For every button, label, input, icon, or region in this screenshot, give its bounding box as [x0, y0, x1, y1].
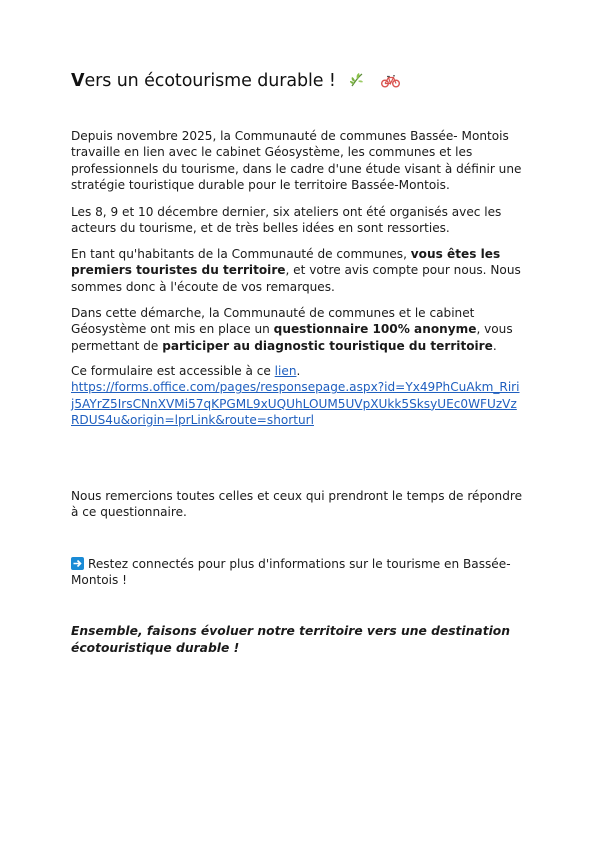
- form-link-paragraph: [71, 363, 525, 428]
- form-link[interactable]: lien: [274, 364, 297, 378]
- emphasis-text: premiers touristes du territoire: [71, 263, 286, 278]
- text-run: Géosystème ont mis en place un: [71, 322, 274, 337]
- emphasis-text: participer au diagnostic touristique du territoire: [162, 338, 493, 353]
- text-line: professionnels du tourisme, dans le cadre d'une étude visant à définir une: [71, 161, 522, 176]
- title-first-letter: V: [71, 71, 85, 91]
- form-url-line[interactable]: RDUS4u&origin=lprLink&route=shorturl: [71, 412, 314, 427]
- text-line: Depuis novembre 2025, la Communauté de communes Bassée- Montois: [71, 129, 509, 143]
- text-line: écotouristique durable !: [71, 641, 240, 656]
- stay-connected-paragraph: [71, 556, 525, 589]
- right-arrow-icon: [71, 557, 84, 570]
- text-run: .: [492, 338, 497, 353]
- text-line: acteurs du tourisme, et de très belles idées en sont ressorties.: [71, 221, 450, 236]
- emphasis-text: vous êtes les: [410, 247, 501, 261]
- text-run: , vous: [476, 322, 513, 337]
- text-line: Les 8, 9 et 10 décembre dernier, six ateliers ont été organisés avec les: [71, 205, 502, 219]
- text-line: [71, 246, 525, 262]
- emphasis-text: questionnaire 100% anonyme: [273, 322, 477, 337]
- text-line: [71, 262, 525, 278]
- text-line: Ensemble, faisons évoluer notre territoire vers une destination: [71, 624, 510, 638]
- text-run: Restez connectés pour plus d'informations sur le tourisme en Bassée-: [88, 557, 511, 571]
- text-line: Montois !: [71, 573, 127, 588]
- text-line: [71, 556, 525, 572]
- bicycle-icon: [381, 73, 400, 93]
- questionnaire-paragraph: [71, 305, 525, 354]
- text-line: [71, 321, 525, 337]
- text-line: [71, 363, 525, 379]
- text-line: Dans cette démarche, la Communauté de communes et le cabinet: [71, 306, 475, 320]
- text-line: travaille en lien avec le cabinet Géosystème, les communes et les: [71, 145, 473, 160]
- form-url-line[interactable]: https://forms.office.com/pages/responsepage.aspx?id=Yx49PhCuAkm_Riri: [71, 380, 520, 395]
- intro-paragraph: [71, 128, 525, 193]
- closing-statement: [71, 623, 531, 658]
- text-run: En tant qu'habitants de la Communauté de communes,: [71, 247, 411, 261]
- text-line: Nous remercions toutes celles et ceux qui prendront le temps de répondre: [71, 489, 523, 503]
- page-title: [71, 71, 400, 93]
- text-line: à ce questionnaire.: [71, 505, 187, 520]
- form-url-line[interactable]: j5AYrZ5IrsCNnXVMi57qKPGML9xUQUhLOUM5UVpXUkk5SksyUEc0WFUzVz: [71, 396, 517, 411]
- text-run: Ce formulaire est accessible à ce: [71, 364, 275, 378]
- thanks-paragraph: [71, 488, 525, 521]
- leaf-icon: [349, 72, 365, 93]
- workshops-paragraph: [71, 204, 525, 237]
- residents-paragraph: [71, 246, 525, 295]
- text-run: .: [296, 364, 301, 378]
- text-line: [71, 338, 525, 354]
- text-line: sommes donc à l'écoute de vos remarques.: [71, 279, 335, 294]
- text-line: stratégie touristique durable pour le territoire Bassée-Montois.: [71, 177, 450, 192]
- text-run: , et votre avis compte pour nous. Nous: [285, 263, 521, 278]
- text-run: permettant de: [71, 338, 163, 353]
- title-text: ers un écotourisme durable !: [84, 71, 336, 91]
